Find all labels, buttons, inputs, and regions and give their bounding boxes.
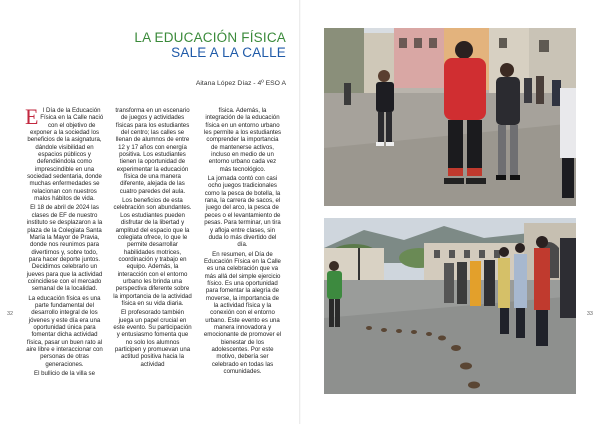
paragraph: física. Además, la integración de la educación física en un entorno urbano les permite a los estudiantes comprender la importancia de mantenerse activos, incluso en medio de un entorno urbano cada vez más tecnológico. [203, 107, 282, 173]
text-column-2 [113, 107, 192, 370]
paragraph: Los beneficios de esta celebración son abundantes. Los estudiantes pueden disfrutar de la libertad y amplitud del espacio que la colegiata ofrece, lo que le permite desarrollar habilidades motrices, coordinación y trabajo en equipo. Además, la interacción con el entorno urbano les brinda una perspectiva diferente sobre la importancia de la actividad física en su vida diaria. [113, 197, 192, 307]
paragraph: En resumen, el Día de Educación Física en la Calle es una celebración que va más allá del simple ejercicio físico. Es una oportunidad para fomentar la alegría de moverse, la importancia de la actividad física y la conexión con el entorno urbano. Este evento es una manera innovadora y emocionante de promover el bienestar de los adolescentes. Por este motivo, debería ser celebrado en todas las comunidades. [203, 250, 282, 376]
text-column-3 [203, 107, 282, 377]
paragraph: La jornada contó con casi ocho juegos tradicionales como la pesca de botella, la rana, la carrera de sacos, el juego del arco, la pesca de peces o el levantamiento de pesas. Para terminar, un tira y afloja entre clases, sin duda lo más divertido del día. [204, 175, 281, 249]
article-title [118, 30, 286, 60]
text-column-1 [25, 104, 104, 379]
paragraph: El 18 de abril de 2024 las clases de EF de nuestro instituto se desplazaron a la plaza de la Colegiata Santa María la Mayor de Pravia, donde nos reunimos para divertirnos y, sobre todo, para hacer deporte juntos. Decidimos celebrarlo un jueves para que la actividad coincidiese con el mercado semanal de la localidad. [26, 204, 103, 293]
page-number-right: 33 [586, 311, 593, 317]
title-line-2: SALE A LA CALLE [171, 45, 286, 60]
page-spine [299, 0, 301, 424]
photo-plaza-students [324, 28, 576, 206]
author-byline: Aitana López Díaz - 4º ESO A [195, 80, 286, 87]
paragraph: transforma en un escenario de juegos y actividades físicas para los estudiantes del centro; las calles se llenan de alumnos de entre 12 y 17 años con energía positiva. Los estudiantes tienen la oportunidad de experimentar la educación física de una manera diferente, alejada de las cuatro paredes del aula. [115, 107, 190, 195]
paragraph: La educación física es una parte fundamental del desarrollo integral de los jóvenes y este día era una oportunidad única para fomentar dicha actividad física, pasar un buen rato al aire libre e interaccionar con personas de otras generaciones. [26, 294, 103, 368]
page-number-left: 32 [7, 311, 14, 317]
title-line-1: LA EDUCACIÓN FÍSICA [134, 30, 286, 45]
paragraph: El profesorado también juega un papel crucial en este evento. Su participación y entusiasmo fomenta que no solo los alumnos participen y promuevan una actitud positiva hacia la actividad [113, 309, 192, 368]
drop-cap: E [25, 104, 39, 129]
paragraph: El Día de la Educación Física en la Calle nació con el objetivo de exponer a la sociedad los beneficios de la asignatura, dándole visibilidad en espacios públicos y defendiéndola como imprescindible en una sociedad sedentaria, donde muchas enfermedades se relacionan con nuestros malos hábitos de vida. [25, 104, 104, 203]
paragraph: El bullicio de la villa se [34, 370, 95, 378]
photo-traditional-games [324, 218, 576, 394]
